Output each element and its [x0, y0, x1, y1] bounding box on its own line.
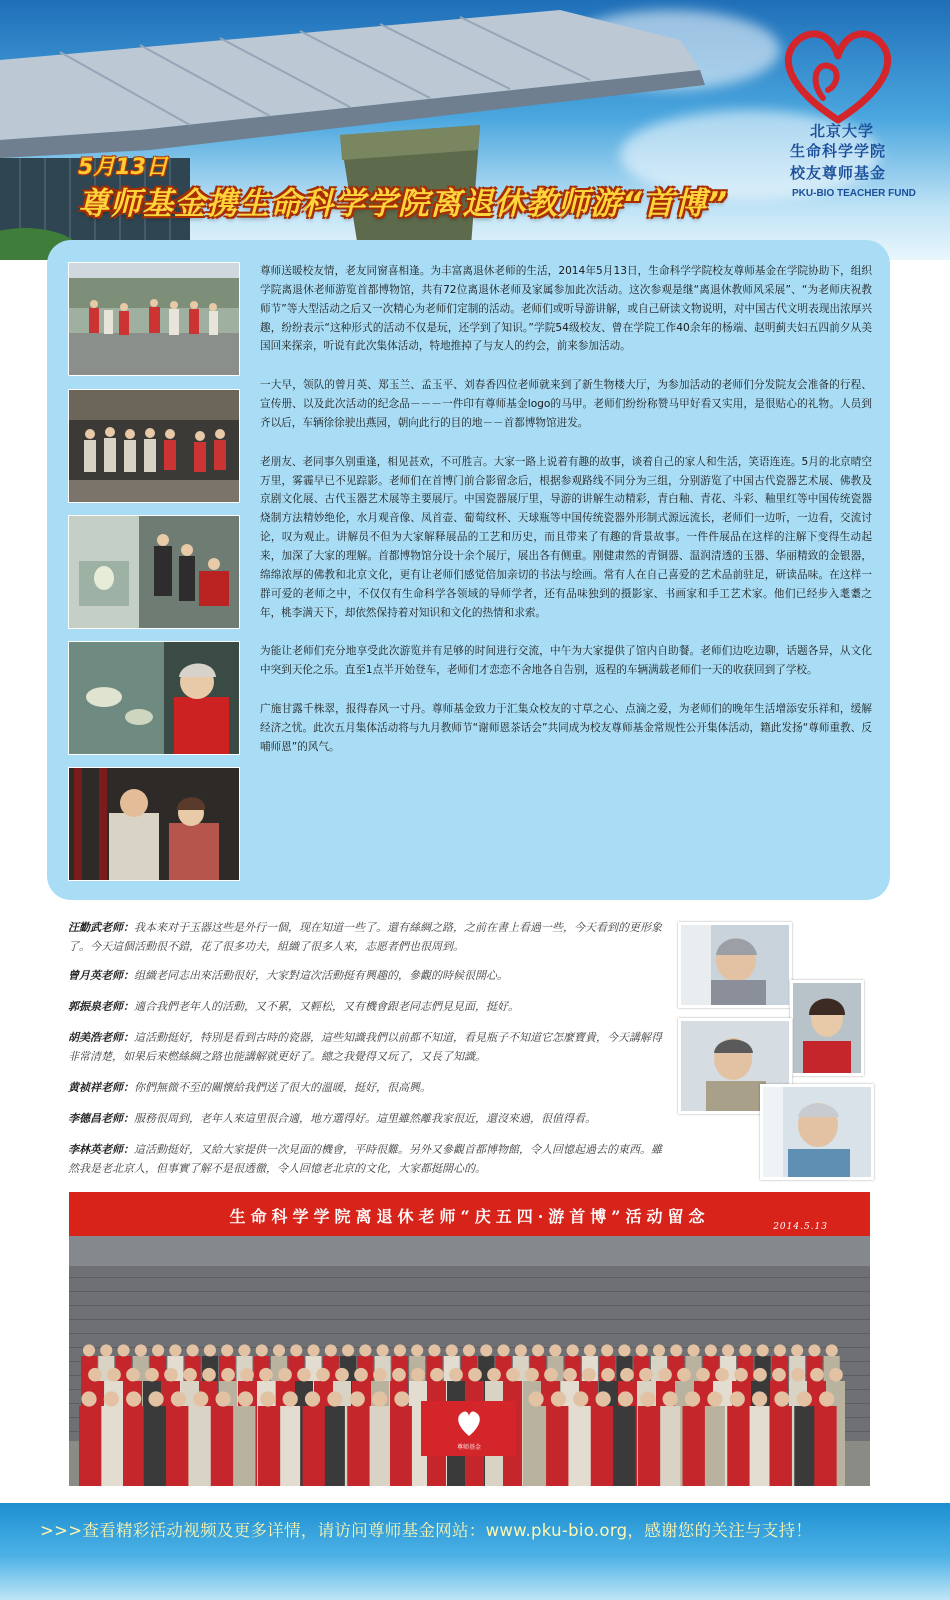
- person-head: [256, 1344, 268, 1356]
- person-head: [601, 1344, 613, 1356]
- person-head: [126, 1368, 140, 1382]
- person-head: [183, 1368, 197, 1382]
- footer-link-text[interactable]: >>>查看精彩活动视频及更多详情，请访问尊师基金网站：www.pku-bio.org，感谢您的关注与支持！: [40, 1521, 813, 1540]
- person-head: [753, 1368, 767, 1382]
- photo-viewing-artifact: [68, 641, 240, 755]
- article-paragraph: 为能让老师们充分地享受此次游览并有足够的时间进行交流，中午为大家提供了馆内自助餐。老师们边吃边聊，话题各异，从文化中突到天伦之乐。直至1点半开始登车，老师们才恋恋不舍地各自告别，返程的车辆满载老师们一天的收获回到了学校。: [260, 645, 872, 677]
- person-head: [342, 1344, 354, 1356]
- person-head: [506, 1368, 520, 1382]
- person-head: [260, 1391, 275, 1406]
- person-head: [449, 1368, 463, 1382]
- person-figure: [303, 1406, 323, 1486]
- photo-group-lobby: [68, 389, 240, 503]
- quote-speaker: 李林英老师：: [68, 1143, 134, 1156]
- event-date: 5月13日: [78, 155, 168, 180]
- person-head: [582, 1368, 596, 1382]
- person-head: [350, 1391, 365, 1406]
- portrait-photo: [790, 980, 864, 1076]
- person-head: [216, 1391, 231, 1406]
- person-head: [81, 1391, 96, 1406]
- person-figure: [258, 1406, 278, 1486]
- person-head: [532, 1344, 544, 1356]
- group-photo: [69, 1236, 870, 1486]
- portrait-photo: [760, 1084, 874, 1180]
- person-head: [359, 1344, 371, 1356]
- person-head: [670, 1344, 682, 1356]
- person-head: [169, 1344, 181, 1356]
- person-head: [394, 1344, 406, 1356]
- quote-item: [68, 997, 668, 1016]
- person-head: [653, 1344, 665, 1356]
- person-head: [618, 1391, 633, 1406]
- person-head: [202, 1368, 216, 1382]
- person-head: [528, 1391, 543, 1406]
- person-head: [446, 1344, 458, 1356]
- person-head: [640, 1391, 655, 1406]
- person-head: [722, 1344, 734, 1356]
- quote-speaker: 胡美浩老师：: [68, 1031, 134, 1044]
- person-head: [791, 1368, 805, 1382]
- person-figure: [772, 1406, 792, 1486]
- article-paragraph: 一大早，领队的曾月英、郑玉兰、孟玉平、刘春香四位老师就来到了新生物楼大厅，为参加活动的老师们分发院友会准备的行程、宣传册、以及此次活动的纪念品－－－一件印有尊师基金logo的马甲。老师们纷纷称赞马甲好看又实用，是很贴心的礼物。人员到齐以后，车辆徐徐驶出燕园，朝向此行的目的地－－首都博物馆进发。: [260, 379, 872, 429]
- person-head: [544, 1368, 558, 1382]
- person-figure: [325, 1406, 345, 1486]
- group-photo-banner: [69, 1192, 870, 1236]
- person-head: [515, 1344, 527, 1356]
- article-paragraph: 广施甘露千株翠，报得春风一寸丹。尊师基金致力于汇集众校友的寸草之心、点滴之爱，为老师们的晚年生活增添安乐祥和，缓解经济之忧。此次五月集体活动将与九月教师节“谢师恩茶话会”共同成为校友尊师基金常规性公开集体活动，籍此发扬“尊师重教、反哺师恩”的风气。: [260, 703, 872, 753]
- person-head: [428, 1344, 440, 1356]
- person-head: [639, 1368, 653, 1382]
- group-photo-illustration: [69, 1236, 870, 1486]
- person-head: [221, 1344, 233, 1356]
- person-head: [463, 1344, 475, 1356]
- person-head: [411, 1344, 423, 1356]
- person-head: [152, 1344, 164, 1356]
- person-head: [259, 1368, 273, 1382]
- person-head: [752, 1391, 767, 1406]
- person-figure: [101, 1406, 121, 1486]
- quote-speaker: 汪勤武老师：: [68, 921, 134, 934]
- person-figure: [392, 1406, 412, 1486]
- person-head: [88, 1368, 102, 1382]
- person-head: [819, 1391, 834, 1406]
- person-head: [187, 1344, 199, 1356]
- person-head: [145, 1368, 159, 1382]
- person-figure: [750, 1406, 770, 1486]
- quote-text: 组織老同志出來活動很好，大家對這次活動挺有興趣的，參觀的時候很開心。: [134, 969, 508, 982]
- banner-title: 生命科学学院离退休老师“庆五四·游首博”活动留念: [229, 1207, 710, 1226]
- person-head: [810, 1368, 824, 1382]
- person-figure: [817, 1406, 837, 1486]
- person-figure: [794, 1406, 814, 1486]
- person-head: [221, 1368, 235, 1382]
- person-figure: [146, 1406, 166, 1486]
- person-head: [757, 1344, 769, 1356]
- person-head: [797, 1391, 812, 1406]
- person-head: [240, 1368, 254, 1382]
- quote-item: [68, 1140, 668, 1179]
- person-head: [135, 1344, 147, 1356]
- person-head: [394, 1391, 409, 1406]
- quote-item: [68, 1109, 668, 1128]
- person-head: [620, 1368, 634, 1382]
- person-head: [715, 1368, 729, 1382]
- logo-english-name: PKU-BIO TEACHER FUND: [792, 188, 916, 199]
- person-head: [663, 1391, 678, 1406]
- quote-speaker: 黄祯祥老师：: [68, 1081, 134, 1094]
- person-head: [377, 1344, 389, 1356]
- person-head: [487, 1368, 501, 1382]
- person-figure: [280, 1406, 300, 1486]
- article-paragraph: 尊师送暖校友情，老友同窗喜相逢。为丰富离退休老师的生活，2014年5月13日，生命科学学院校友尊师基金在学院协助下，组织学院离退休老师游览首都博物馆，共有72位离退休老师及家属参加此次活动。这次参观是继“离退休教师风采展”、“为老师庆祝教师节”等大型活动之后又一次精心为老师们定制的活动。老师们或听导游讲解，或自己研读文物说明，对中国古代文明表现出浓厚兴趣，纷纷表示“这种形式的活动不仅是玩，还学到了知识。”学院54级校友、曾在学院工作40余年的杨端、赵明蓟夫妇五四前夕从美国回来探亲，听说有此次集体活动，特地推掉了与友人的约会，前来参加活动。: [260, 265, 872, 353]
- quote-item: [68, 918, 668, 957]
- article-panel: [47, 240, 890, 900]
- person-head: [372, 1391, 387, 1406]
- person-head: [100, 1344, 112, 1356]
- person-figure: [727, 1406, 747, 1486]
- quote-speaker: 曾月英老师：: [68, 969, 134, 982]
- person-head: [193, 1391, 208, 1406]
- quote-item: [68, 1028, 668, 1067]
- person-head: [480, 1344, 492, 1356]
- person-head: [658, 1368, 672, 1382]
- person-figure: [615, 1406, 635, 1486]
- person-head: [497, 1344, 509, 1356]
- person-head: [204, 1344, 216, 1356]
- banner-date: 2014.5.13: [773, 1222, 828, 1232]
- heart-logo-icon: [778, 28, 898, 128]
- person-figure: [526, 1406, 546, 1486]
- person-figure: [168, 1406, 188, 1486]
- person-head: [164, 1368, 178, 1382]
- person-head: [707, 1391, 722, 1406]
- person-head: [373, 1368, 387, 1382]
- person-head: [290, 1344, 302, 1356]
- person-head: [808, 1344, 820, 1356]
- logo-line-fund: 校友尊师基金: [790, 164, 887, 182]
- person-head: [596, 1391, 611, 1406]
- person-head: [104, 1391, 119, 1406]
- quote-item: [68, 1078, 668, 1097]
- person-head: [283, 1391, 298, 1406]
- person-figure: [370, 1406, 390, 1486]
- person-head: [551, 1391, 566, 1406]
- person-figure: [79, 1406, 99, 1486]
- person-head: [307, 1344, 319, 1356]
- person-figure: [213, 1406, 233, 1486]
- footer-bar: [0, 1503, 950, 1600]
- person-head: [826, 1344, 838, 1356]
- person-head: [573, 1391, 588, 1406]
- person-head: [696, 1368, 710, 1382]
- person-figure: [593, 1406, 613, 1486]
- fund-logo: [770, 28, 930, 228]
- photo-conversation: [68, 767, 240, 881]
- person-head: [549, 1344, 561, 1356]
- person-figure: [571, 1406, 591, 1486]
- person-head: [171, 1391, 186, 1406]
- person-head: [316, 1368, 330, 1382]
- portrait-photo: [678, 922, 792, 1008]
- header-banner: [0, 0, 950, 260]
- person-head: [584, 1344, 596, 1356]
- person-head: [325, 1344, 337, 1356]
- person-head: [430, 1368, 444, 1382]
- article-paragraph: 老朋友、老同事久别重逢，相见甚欢，不可胜言。大家一路上说着有趣的故事，谈着自己的家人和生活，笑语连连。5月的北京晴空万里，雾霾早已不见踪影。老师们在首博门前合影留念后，根据参观路线不同分为三组，分别游览了中国古代瓷器艺术展、佛教及京剧文化展、古代玉器艺术展等主要展厅。中国瓷器展厅里，导游的讲解生动精彩，青白釉、青花、斗彩、釉里红等中国传统瓷器烧制方法精妙绝伦，水月观音像、凤首壶、葡萄纹杯、天球瓶等中国传统瓷器外形制式源远流长，老师们一边听，一边看，交流讨论，叹为观止。讲解员不但为大家解释展品的工艺和历史，而且带来了有趣的背景故事。一件件展品在这样的注解下变得生动起来，加深了大家的理解。首都博物馆分设十余个展厅，展出各有侧重。刚健肃然的青铜器、温润清透的玉器、华丽精致的金银器，绵绵浓厚的佛教和北京文化，更有让老师们感觉倍加亲切的书法与绘画。常有人在自己喜爱的艺术品前驻足，研读品味。在这样一群可爱的老师之中，不仅仅有生命科学各领域的导师学者，还有品味独到的摄影家、书画家和手工艺术家。他们已经步入耄耋之年，桃李满天下，却依然保持着对知识和文化的热情和求索。: [260, 455, 872, 619]
- flag-logo-text: 尊师基金: [456, 1444, 482, 1451]
- person-head: [677, 1368, 691, 1382]
- person-figure: [660, 1406, 680, 1486]
- person-head: [618, 1344, 630, 1356]
- person-head: [117, 1344, 129, 1356]
- person-figure: [191, 1406, 211, 1486]
- person-head: [730, 1391, 745, 1406]
- person-head: [829, 1368, 843, 1382]
- person-head: [772, 1368, 786, 1382]
- quote-item: [68, 966, 668, 985]
- person-head: [468, 1368, 482, 1382]
- person-figure: [683, 1406, 703, 1486]
- person-head: [774, 1344, 786, 1356]
- logo-line-school: 生命科学学院: [790, 142, 887, 160]
- person-figure: [705, 1406, 725, 1486]
- person-head: [734, 1368, 748, 1382]
- person-head: [148, 1391, 163, 1406]
- person-head: [335, 1368, 349, 1382]
- quote-text: 這活動挺好，特別是看到古時的瓷器，這些知識我們以前都不知道，看見瓶子不知道它怎麼寶貴，今天講解得非常清楚，如果后來燃絲綢之路也能講解就更好了。總之我覺得又玩了，又長了知識。: [68, 1031, 662, 1064]
- person-head: [705, 1344, 717, 1356]
- quote-text: 你們無微不至的關懷給我們送了很大的溫暖，挺好，很高興。: [134, 1081, 431, 1094]
- person-head: [297, 1368, 311, 1382]
- person-head: [238, 1391, 253, 1406]
- quote-speaker: 李德昌老师：: [68, 1112, 134, 1125]
- person-figure: [235, 1406, 255, 1486]
- person-figure: [347, 1406, 367, 1486]
- person-head: [563, 1368, 577, 1382]
- person-head: [411, 1368, 425, 1382]
- person-head: [278, 1368, 292, 1382]
- article-body: [260, 262, 872, 777]
- person-figure: [638, 1406, 658, 1486]
- person-head: [739, 1344, 751, 1356]
- person-head: [354, 1368, 368, 1382]
- person-head: [126, 1391, 141, 1406]
- person-head: [567, 1344, 579, 1356]
- person-head: [687, 1344, 699, 1356]
- logo-line-university: 北京大学: [810, 122, 875, 140]
- person-head: [774, 1391, 789, 1406]
- page-title: 尊师基金携生命科学学院离退休教师游“首博”: [78, 186, 728, 222]
- person-head: [83, 1344, 95, 1356]
- quote-text: 服務很周到，老年人來這里很合適，地方選得好。這里雖然離我家很近，還沒來過，很值得看。: [134, 1112, 596, 1125]
- quote-text: 我本来对于玉器这些是外行一個，现在知道一些了。還有絲綢之路，之前在書上看過一些，今天看到的更形象了。今天這個活動很不錯，花了很多功夫，組織了很多人來，志愿者們也很周到。: [68, 921, 662, 954]
- person-head: [327, 1391, 342, 1406]
- person-figure: [548, 1406, 568, 1486]
- quote-text: 這活動挺好，又給大家提供一次見面的機會，平時很難。另外又參觀首都博物館，令人回憶起過去的東西。雖然我是老北京人，但事實了解不是很透徹，令人回憶老北京的文化，大家都挺開心的。: [68, 1143, 662, 1176]
- person-figure: [124, 1406, 144, 1486]
- photo-group-walking: [68, 262, 240, 376]
- person-head: [685, 1391, 700, 1406]
- person-head: [305, 1391, 320, 1406]
- person-head: [273, 1344, 285, 1356]
- person-head: [392, 1368, 406, 1382]
- person-head: [107, 1368, 121, 1382]
- person-head: [601, 1368, 615, 1382]
- person-head: [525, 1368, 539, 1382]
- person-head: [636, 1344, 648, 1356]
- quote-speaker: 郭振泉老师：: [68, 1000, 134, 1013]
- photo-exhibition-hall: [68, 515, 240, 629]
- quote-text: 適合我們老年人的活動，又不累，又輕松，又有機會跟老同志們見見面，挺好。: [134, 1000, 519, 1013]
- person-head: [238, 1344, 250, 1356]
- person-head: [791, 1344, 803, 1356]
